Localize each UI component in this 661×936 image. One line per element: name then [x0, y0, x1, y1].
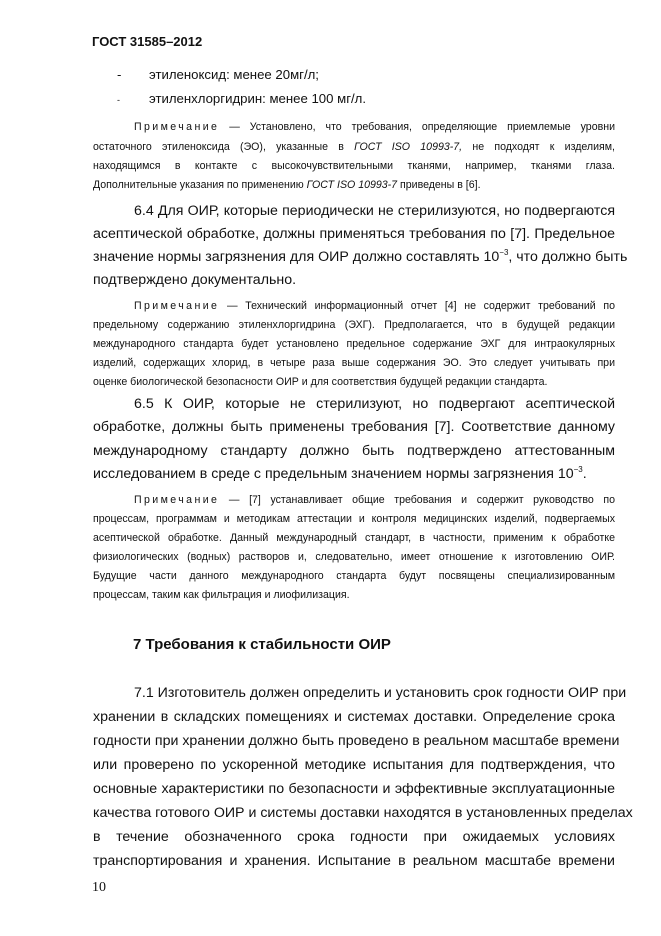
list-item-text: этиленхлоргидрин: менее 100 мг/л. — [149, 91, 367, 106]
note-2-line-3: международного стандарта будет установлено предельное содержание ЭХГ для интраокулярных — [93, 338, 615, 350]
note-text: не подходят к изделиям, — [462, 141, 615, 153]
list-marker: - — [117, 67, 122, 82]
note-3-line-1 — [93, 494, 615, 506]
clause-text: значение нормы загрязнения для ОИР должно составлять 10 — [93, 249, 500, 265]
clause-6-5-line-1: 6.5 К ОИР, которые не стерилизуют, но подвергают асептической — [134, 396, 615, 412]
clause-text: исследованием в среде с предельным значением нормы загрязнения 10 — [93, 466, 574, 482]
note-2-line-4: изделий, содержащих хлорид, в четыре раза выше содержания ЭО. Это следует учитывать при — [93, 357, 615, 369]
clause-text: . — [582, 466, 587, 482]
clause-7-1-line-7: в течение обозначенного срока годности при ожидаемых условиях — [93, 829, 615, 845]
note-2-line-1 — [93, 300, 615, 312]
note-text: — Технический информационный отчет [4] не содержит требований по — [219, 300, 615, 312]
clause-6-5-line-4 — [93, 466, 615, 482]
note-1-line-3: находящимся в контакте с высокочувствительными тканями, например, тканями глаза. — [93, 160, 615, 172]
note-1-line-1 — [93, 121, 615, 133]
note-3-line-3: асептической обработке. Данный международный стандарт, в частности, применим к обработке — [93, 532, 615, 544]
note-1-line-4 — [93, 179, 615, 191]
note-label: Примечание — [134, 121, 220, 133]
clause-7-1-line-6: качества готового ОИР и системы доставки находятся в установленных пределах — [93, 805, 633, 821]
note-text: приведены в [6]. — [397, 179, 481, 191]
exponent: −3 — [499, 248, 509, 257]
clause-6-4-line-2: асептической обработке, должны применяться требования по [7]. Предельное — [93, 226, 615, 242]
note-label: Примечание — [134, 494, 220, 506]
note-label: Примечание — [134, 300, 220, 312]
clause-7-1-line-4: или проверено по ускоренной методике испытания для подтверждения, что — [93, 757, 615, 773]
clause-6-5-line-3: международному стандарту должно быть подтверждено аттестованным — [93, 443, 615, 459]
list-item-text: этиленоксид: менее 20мг/л; — [149, 67, 319, 82]
clause-7-1-line-1: 7.1 Изготовитель должен определить и установить срок годности ОИР при — [134, 685, 627, 701]
note-text: Дополнительные указания по применению — [93, 179, 307, 191]
note-2-line-5: оценке биологической безопасности ОИР и для соответствия будущей редакции стандарта. — [93, 376, 548, 388]
clause-6-4-line-1: 6.4 Для ОИР, которые периодически не стерилизуются, но подвергаются — [134, 203, 615, 219]
reference-standard: ГОСТ ISO 10993-7 — [306, 179, 398, 191]
note-3-line-4: физиологических (водных) растворов и, следовательно, имеет отношение к изготовлению ОИР. — [93, 551, 615, 563]
note-text: — Установлено, что требования, определяющие приемлемые уровни — [219, 121, 615, 133]
note-1-line-2 — [93, 141, 615, 153]
clause-7-1-line-5: основные характеристики по безопасности и эффективные эксплуатационные — [93, 781, 615, 797]
note-3-line-6: процессам, таким как фильтрация и лиофилизация. — [93, 589, 350, 601]
note-text: остаточного этиленоксида (ЭО), указанные в — [93, 141, 355, 153]
clause-6-4-line-3 — [93, 248, 628, 265]
list-marker: - — [117, 95, 120, 105]
note-3-line-2: процессам, программам и методикам аттестации и контроля медицинских изделий, подвергаемых — [93, 513, 615, 525]
clause-6-4-line-4: подтверждено документально. — [93, 272, 297, 288]
reference-standard: ГОСТ ISO 10993-7, — [354, 141, 463, 153]
note-text: — [7] устанавливает общие требования и содержит руководство по — [219, 494, 615, 506]
clause-6-5-line-2: обработке, должны быть применены требования [7]. Соответствие данному — [93, 419, 615, 435]
clause-7-1-line-2: хранении в складских помещениях и системах доставки. Определение срока — [93, 709, 615, 725]
exponent: −3 — [573, 465, 583, 474]
section-heading: 7 Требования к стабильности ОИР — [133, 636, 391, 653]
page-number: 10 — [92, 880, 106, 895]
clause-text: , что должно быть — [508, 249, 628, 265]
list-item — [117, 67, 319, 82]
clause-7-1-line-3: годности при хранении должно быть проведено в реальном масштабе времени — [93, 733, 620, 749]
list-item — [117, 91, 366, 106]
note-2-line-2: предельному содержанию этиленхлоргидрина (ЭХГ). Предполагается, что в будущей редакции — [93, 319, 615, 331]
standard-designation: ГОСТ 31585–2012 — [92, 34, 203, 49]
note-3-line-5: Будущие части данного международного стандарта будут посвящены специализированным — [93, 570, 615, 582]
clause-7-1-line-8: транспортирования и хранения. Испытание в реальном масштабе времени — [93, 853, 615, 869]
